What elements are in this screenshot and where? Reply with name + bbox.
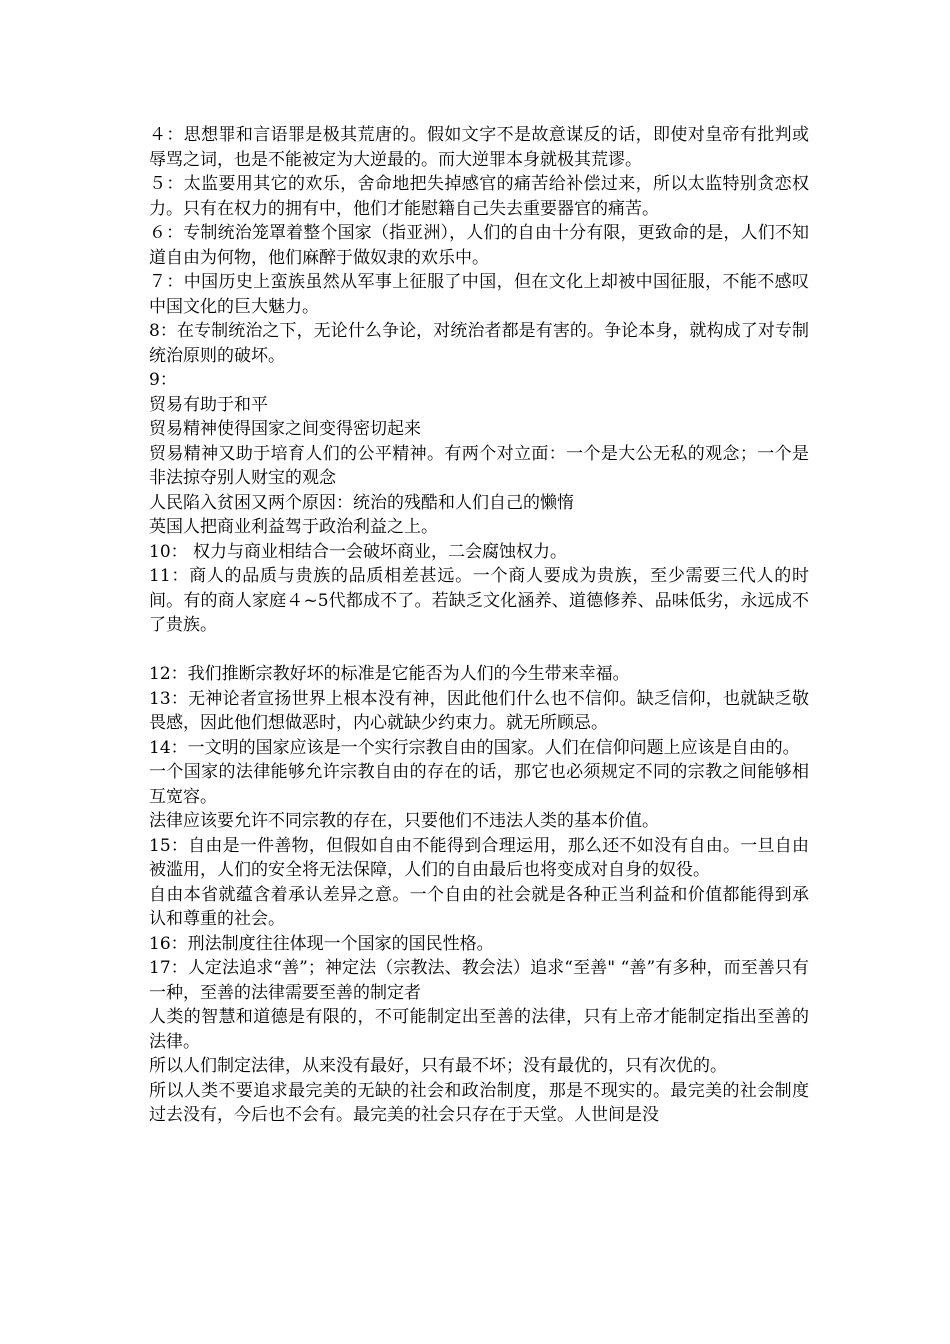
paragraph-15-line-2: 自由本省就蕴含着承认差异之意。一个自由的社会就是各种正当利益和价值都能得到承认和尊重的社会。 bbox=[149, 884, 809, 929]
document-page bbox=[149, 123, 809, 1128]
paragraph-14: 14：一文明的国家应该是一个实行宗教自由的国家。人们在信仰问题上应该是自由的。 bbox=[149, 737, 800, 758]
paragraph-5: ５：太监要用其它的欢乐，舍命地把失掉感官的痛苦给补偿过来，所以太监特别贪恋权力。只有在权力的拥有中，他们才能慰籍自己失去重要器官的痛苦。 bbox=[149, 174, 809, 219]
paragraph-13: 13：无神论者宣扬世界上根本没有神，因此他们什么也不信仰。缺乏信仰，也就缺乏敬畏感，因此他们想做恶时，内心就缺少约束力。就无所顾忌。 bbox=[149, 688, 809, 733]
paragraph-9-line-1: 贸易有助于和平 bbox=[149, 394, 268, 415]
paragraph-4: ４：思想罪和言语罪是极其荒唐的。假如文字不是故意谋反的话，即使对皇帝有批判或辱骂之词，也是不能被定为大逆最的。而大逆罪本身就极其荒谬。 bbox=[149, 125, 809, 170]
paragraph-9-line-3: 贸易精神又助于培育人们的公平精神。有两个对立面：一个是大公无私的观念；一个是非法掠夺别人财宝的观念 bbox=[149, 443, 809, 488]
paragraph-14-line-2: 一个国家的法律能够允许宗教自由的存在的话，那它也必须规定不同的宗教之间能够相互宽容。 bbox=[149, 762, 809, 807]
paragraph-7: ７：中国历史上蛮族虽然从军事上征服了中国，但在文化上却被中国征服，不能不感叹中国文化的巨大魅力。 bbox=[149, 272, 809, 317]
paragraph-17-line-4: 所以人类不要追求最完美的无缺的社会和政治制度，那是不现实的。最完美的社会制度过去没有，今后也不会有。最完美的社会只存在于天堂。人世间是没 bbox=[149, 1080, 809, 1125]
paragraph-8: 8：在专制统治之下，无论什么争论，对统治者都是有害的。争论本身，就构成了对专制统治原则的破坏。 bbox=[149, 321, 809, 366]
paragraph-9-line-5: 英国人把商业利益驾于政治利益之上。 bbox=[149, 517, 438, 537]
paragraph-6: ６：专制统治笼罩着整个国家（指亚洲），人们的自由十分有限，更致命的是，人们不知道自由为何物，他们麻醉于做奴隶的欢乐中。 bbox=[149, 223, 809, 268]
paragraph-10: 10： 权力与商业相结合一会破坏商业，二会腐蚀权力。 bbox=[149, 541, 568, 562]
paragraph-17-line-2: 人类的智慧和道德是有限的，不可能制定出至善的法律，只有上帝才能制定指出至善的法律。 bbox=[149, 1007, 809, 1052]
paragraph-9-line-4: 人民陷入贫困又两个原因：统治的残酷和人们自己的懒惰 bbox=[149, 492, 574, 513]
paragraph-17: 17：人定法追求“善”；神定法（宗教法、教会法）追求“至善" “善”有多种，而至善只有一种，至善的法律需要至善的制定者 bbox=[149, 958, 809, 1003]
paragraph-14-line-3: 法律应该要允许不同宗教的存在，只要他们不违法人类的基本价值。 bbox=[149, 811, 659, 831]
blank-line bbox=[149, 638, 809, 663]
paragraph-9-heading: 9： bbox=[149, 370, 177, 390]
paragraph-16: 16：刑法制度往往体现一个国家的国民性格。 bbox=[149, 933, 494, 954]
paragraph-15: 15：自由是一件善物，但假如自由不能得到合理运用，那么还不如没有自由。一旦自由被滥用，人们的安全将无法保障，人们的自由最后也将变成对自身的奴役。 bbox=[149, 835, 809, 880]
paragraph-9-line-2: 贸易精神使得国家之间变得密切起来 bbox=[149, 419, 421, 439]
paragraph-11: 11：商人的品质与贵族的品质相差甚远。一个商人要成为贵族，至少需要三代人的时间。有的商人家庭４~5代都成不了。若缺乏文化涵养、道德修养、品味低劣，永远成不了贵族。 bbox=[149, 566, 809, 635]
paragraph-12: 12：我们推断宗教好坏的标准是它能否为人们的今生带来幸福。 bbox=[149, 664, 630, 684]
paragraph-17-line-3: 所以人们制定法律，从来没有最好，只有最不坏；没有最优的，只有次优的。 bbox=[149, 1056, 727, 1076]
